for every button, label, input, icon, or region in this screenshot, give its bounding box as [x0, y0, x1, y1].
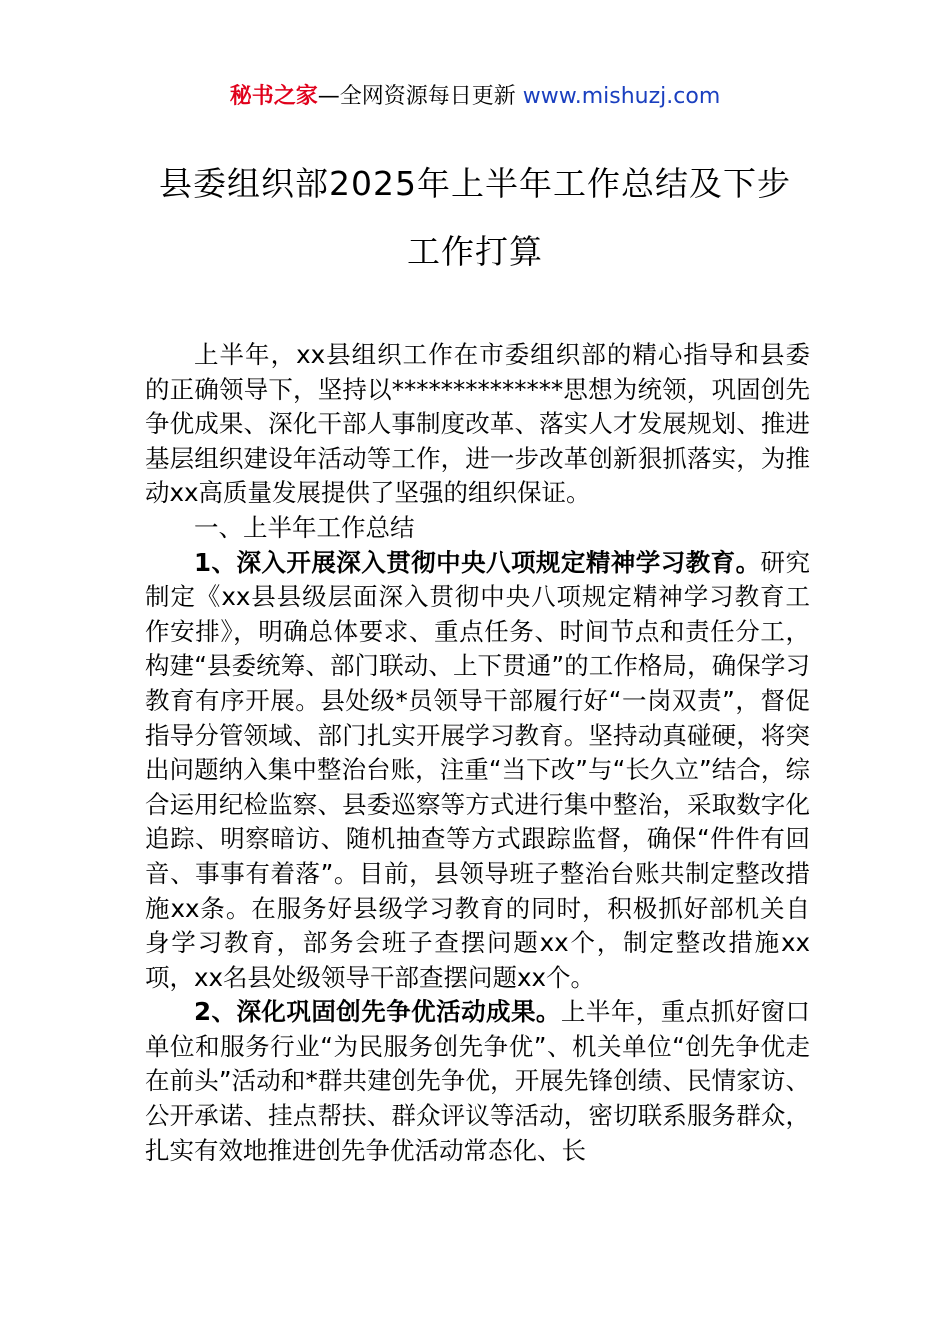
item-paragraph-1: [145, 546, 810, 996]
item-heading-1: 1、深入开展深入贯彻中央八项规定精神学习教育。: [194, 547, 761, 577]
item-paragraph-2: [145, 995, 810, 1168]
slogan: —全网资源每日更新: [317, 84, 523, 109]
brand-name: 秘书之家: [229, 84, 318, 109]
document-body: [145, 338, 810, 1168]
item-heading-2: 2、深化巩固创先争优活动成果。: [194, 997, 561, 1027]
site-url-link[interactable]: www.mishuzj.com: [522, 84, 721, 109]
site-banner: [0, 80, 950, 114]
title-line-1: 县委组织部2025年上半年工作总结及下步: [159, 164, 791, 203]
section-heading: 一、上半年工作总结: [194, 512, 415, 542]
title-line-2: 工作打算: [407, 232, 543, 271]
intro-paragraph: 上半年，xx县组织工作在市委组织部的精心指导和县委的正确领导下，坚持以**************思想为统领，巩固创先争优成果、深化干部人事制度改革、落实人才发展规划、推进基层组织建设年活动等工作，进一步改革创新狠抓落实，为推动xx高质量发展提供了坚强的组织保证。: [145, 340, 810, 508]
document-title: [140, 150, 810, 286]
item-text-1: 研究制定《xx县县级层面深入贯彻中央八项规定精神学习教育工作安排》，明确总体要求、重点任务、时间节点和责任分工，构建“县委统筹、部门联动、上下贯通”的工作格局，确保学习教育有序开展。县处级*员领导干部履行好“一岗双责”，督促指导分管领域、部门扎实开展学习教育。坚持动真碰硬，将突出问题纳入集中整治台账，注重“当下改”与“长久立”结合，综合运用纪检监察、县委巡察等方式进行集中整治，采取数字化追踪、明察暗访、随机抽查等方式跟踪监督，确保“件件有回音、事事有着落”。目前，县领导班子整治台账共制定整改措施xx条。在服务好县级学习教育的同时，积极抓好部机关自身学习教育，部务会班子查摆问题xx个，制定整改措施xx项，xx名县处级领导干部查摆问题xx个。: [145, 547, 811, 992]
item-text-2: 上半年，重点抓好窗口单位和服务行业“为民服务创先争优”、机关单位“创先争优走在前头”活动和*群共建创先争优，开展先锋创绩、民情家访、公开承诺、挂点帮扶、群众评议等活动，密切联系服务群众，扎实有效地推进创先争优活动常态化、长: [145, 997, 811, 1165]
